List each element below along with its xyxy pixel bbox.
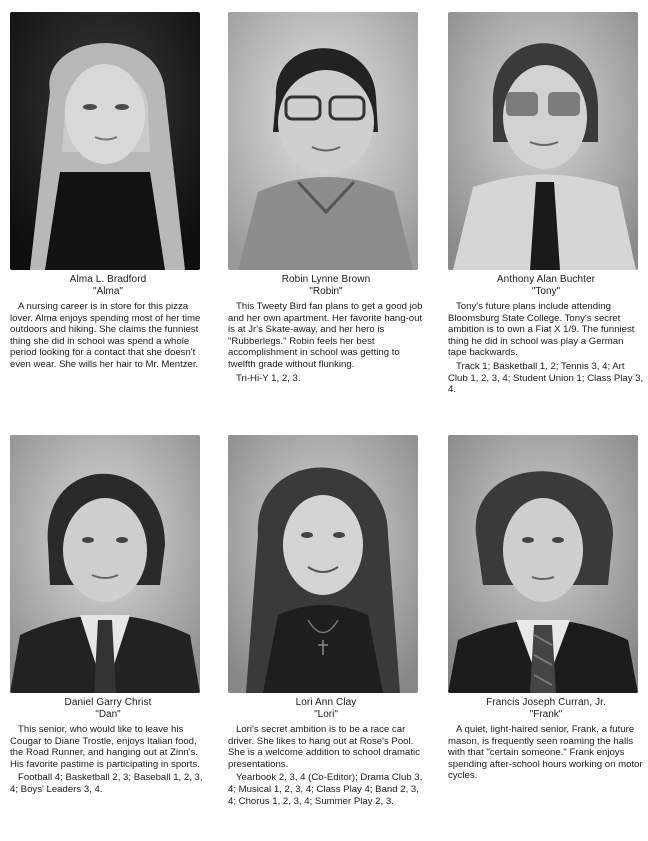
- student-bio: This Tweety Bird fan plans to get a good job and her own apartment. Her favorite hang-out is at Jr's Skate-away, and her hero is "Rubberlegs." Robin feels her best accomplishment in school was getting to twelfth grade without flunking.: [228, 301, 423, 370]
- student-entry: [448, 12, 644, 396]
- student-entry: [10, 12, 206, 371]
- student-activities: Football 4; Basketball 2, 3; Baseball 1, 2, 3, 4; Boys' Leaders 3, 4.: [10, 772, 203, 795]
- student-name: Anthony Alan Buchter: [496, 274, 596, 285]
- student-name: Francis Joseph Curran, Jr.: [486, 697, 606, 708]
- student-name: Alma L. Bradford: [69, 274, 147, 285]
- student-entry: [10, 435, 206, 796]
- student-activities: Yearbook 2, 3, 4 (Co-Editor); Drama Club 3, 4; Musical 1, 2, 3, 4; Class Play 4; Band 2, 3, 4; Chorus 1, 2, 3, 4; Summer Play 2, 3.: [228, 772, 423, 807]
- student-portrait: [448, 435, 638, 693]
- student-activities: Tri-Hi-Y 1, 2, 3.: [236, 372, 301, 384]
- student-entry: [228, 435, 424, 807]
- student-nickname: "Alma": [93, 286, 123, 297]
- student-activities: Track 1; Basketball 1, 2; Tennis 3, 4; Art Club 1, 2, 3, 4; Student Union 1; Class Play 3, 4.: [448, 360, 644, 396]
- student-portrait: [228, 12, 418, 270]
- portrait-image: [228, 435, 418, 693]
- student-name: Robin Lynne Brown: [281, 274, 371, 285]
- student-bio: This senior, who would like to leave his Cougar to Diane Trostle, enjoys Italian food, the Road Runner, and hanging out at Zinn's. His favorite pastime is participating in sports.: [10, 724, 200, 770]
- student-bio: Tony's future plans include attending Bloomsburg State College. Tony's secret ambition is to own a Fiat X 1/9. The funniest thing he did in school was play a German tape backwards.: [448, 301, 635, 359]
- student-portrait: [448, 12, 638, 270]
- student-bio: A nursing career is in store for this pizza lover. Alma enjoys spending most of her time outdoors and hiking. She claims the funniest thing she did in school was spend a whole period looking for a contact that she doesn't even wear. She wills her hair to Mr. Mentzer.: [10, 301, 201, 370]
- student-portrait: [10, 12, 200, 270]
- student-nickname: "Frank": [529, 709, 563, 720]
- student-entry: [228, 12, 424, 384]
- student-entry: [448, 435, 644, 782]
- student-nickname: "Lori": [314, 709, 338, 720]
- student-bio: Lori's secret ambition is to be a race car driver. She likes to hang out at Rose's Pool. She is a welcome addition to school dramatic presentations.: [228, 724, 420, 770]
- student-name: Daniel Garry Christ: [64, 697, 152, 708]
- student-portrait: [10, 435, 200, 693]
- student-nickname: "Robin": [309, 286, 343, 297]
- student-nickname: "Tony": [531, 286, 561, 297]
- portrait-image: [448, 12, 638, 270]
- portrait-image: [10, 435, 200, 693]
- portrait-image: [228, 12, 418, 270]
- student-bio: A quiet, light-haired senior, Frank, a future mason, is frequently seen roaming the halls with that "certain someone." Frank enjoys spending after-school hours working on motor cycles.: [448, 724, 643, 782]
- portrait-image: [10, 12, 200, 270]
- student-portrait: [228, 435, 418, 693]
- portrait-image: [448, 435, 638, 693]
- student-name: Lori Ann Clay: [295, 697, 357, 708]
- student-nickname: "Dan": [95, 709, 121, 720]
